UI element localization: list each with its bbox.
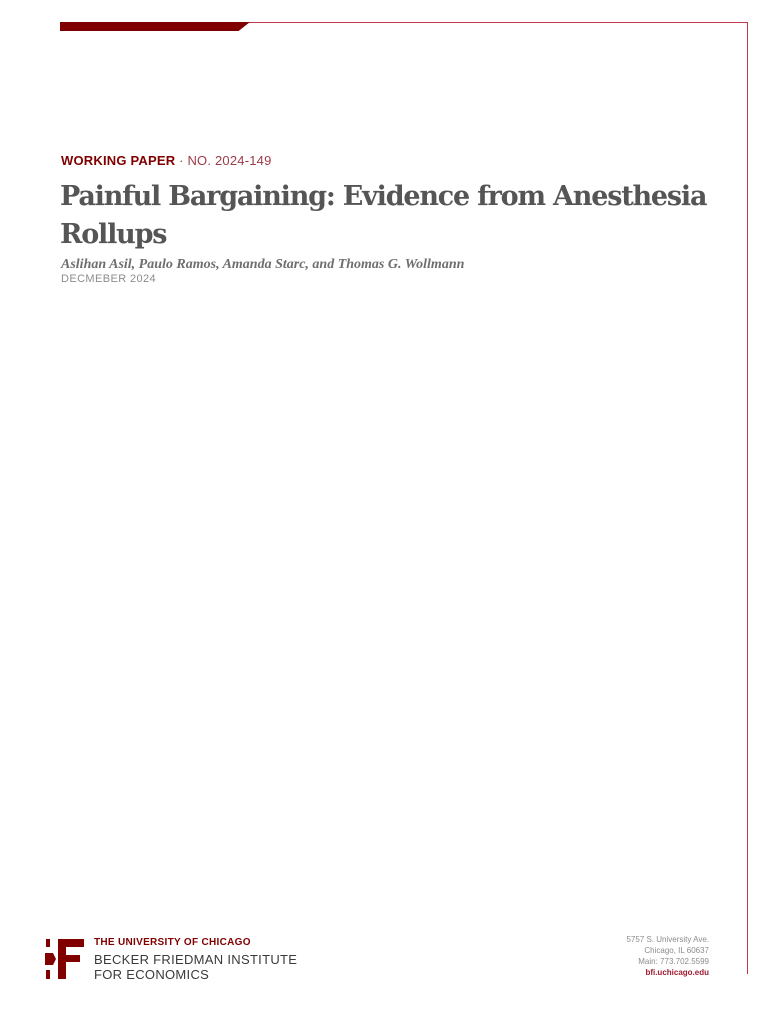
website-link[interactable]: bfi.uchicago.edu <box>645 968 709 977</box>
paper-title: Painful Bargaining: Evidence from Anesthesia Rollups <box>60 181 707 250</box>
university-name: THE UNIVERSITY OF CHICAGO <box>94 937 251 948</box>
working-paper-label: WORKING PAPER <box>61 153 176 168</box>
organization-name <box>94 937 297 982</box>
label-separator: · <box>179 153 184 168</box>
institute-name: BECKER FRIEDMAN INSTITUTE <box>94 952 298 967</box>
address-phone: Main: 773.702.5599 <box>638 957 709 966</box>
paper-label <box>61 153 272 168</box>
address-block <box>626 934 709 978</box>
top-accent-bar <box>60 22 250 31</box>
paper-number: NO. 2024-149 <box>187 153 272 168</box>
address-street: 5757 S. University Ave. <box>626 935 709 944</box>
paper-date: DECMEBER 2024 <box>61 273 157 285</box>
paper-authors: Aslihan Asil, Paulo Ramos, Amanda Starc, and Thomas G. Wollmann <box>61 257 465 272</box>
right-rule <box>747 22 748 974</box>
bfi-logo-icon <box>45 937 87 981</box>
address-city: Chicago, IL 60637 <box>644 946 709 955</box>
institute-name-line2: FOR ECONOMICS <box>94 967 210 982</box>
